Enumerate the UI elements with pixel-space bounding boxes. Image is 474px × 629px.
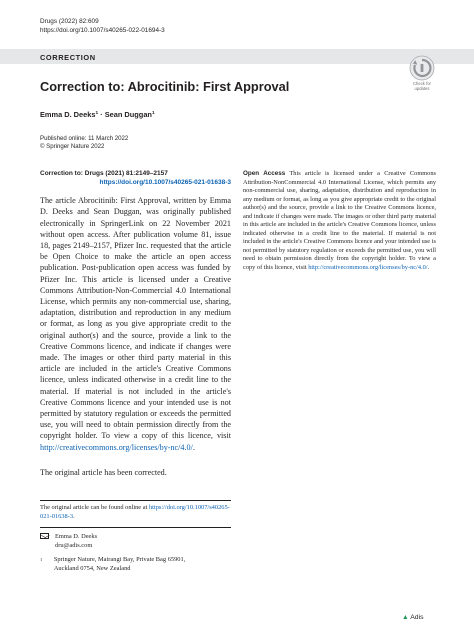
original-article-note	[40, 504, 235, 521]
affiliation-number: 1	[40, 557, 43, 562]
correction-column	[40, 170, 231, 478]
copyright: © Springer Nature 2022	[40, 143, 105, 151]
check-for-updates-icon[interactable]	[409, 55, 435, 81]
publisher-logo	[402, 614, 423, 621]
original-article-end: .	[73, 512, 75, 520]
author-2[interactable]: Sean Duggan	[104, 110, 152, 119]
correction-doi-link[interactable]: https://doi.org/10.1007/s40265-021-01638-3	[99, 178, 231, 186]
badge-line-1: Check for	[413, 81, 431, 86]
footnote-divider	[40, 500, 231, 501]
license-link[interactable]: http://creativecommons.org/licenses/by-nc/4.0/	[40, 442, 193, 452]
envelope-icon	[40, 533, 49, 539]
correction-body-end: .	[192, 442, 195, 452]
author-separator: ·	[98, 110, 105, 119]
correction-body-text: The article Abrocitinib: First Approval, written by Emma D. Deeks and Sean Duggan, was originally published electronically in SpringerLink on 22 November 2021 without open access. After publication volume 81, issue 18, pages 2149–2157, Pfizer Inc. requested that the article be Open Choice to make the article an open access publication. Post-publication open access was funded by Pfizer Inc. This article is licensed under a Creative Commons Attribution-Non-Commercial 4.0 International License, which permits any non-commercial use, sharing, adaptation, distribution and reproduction in any medium or format, as long as you give appropriate credit to the original author(s) and the source, provide a link to the Creative Commons licence, and indicate if changes were made. The images or other third party material in this article are included in the article's Creative Commons licence, unless indicated otherwise in a credit line to the material. If material is not included in the article's Creative Commons licence and your intended use is not permitted by statutory regulation or exceeds the permitted use, you will need to obtain permission directly from the copyright holder. To view a copy of this licence, visit	[40, 196, 231, 441]
footnote-divider-2	[40, 527, 231, 528]
open-access-text: This article is licensed under a Creative Commons Attribution-NonCommercial 4.0 International License, which permits any non-commercial use, sharing, adaptation, distribution and reproduction in any medium or format, as long as you give appropriate credit to the original author(s) and the source, provide a link to the Creative Commons licence, and indicate if changes were made. The images or other third party material in this article are included in the article's Creative Commons licence, unless indicated otherwise in a credit line to the material. If material is not included in the article's Creative Commons licence and your intended use is not permitted by statutory regulation or exceeds the permitted use, you will need to obtain permission directly from the copyright holder. To view a copy of this licence, visit	[243, 170, 436, 271]
author-2-affil: 1	[151, 111, 155, 116]
author-list	[40, 110, 155, 119]
correspondence-name: Emma D. Deeks	[55, 533, 98, 540]
affiliation-line-1: Springer Nature, Mairangi Bay, Private Bag 65901,	[53, 556, 186, 563]
affiliation-line-2: Auckland 0754, New Zealand	[53, 564, 131, 572]
original-article-text: The original article can be found online at	[40, 504, 149, 511]
badge-line-2: updates	[414, 86, 430, 91]
open-access-label: Open Access	[243, 170, 286, 177]
open-access-end: .	[427, 263, 430, 271]
adis-logo-icon: ▲	[402, 614, 409, 621]
published-date: Published online: 11 March 2022	[40, 135, 129, 142]
open-access-license-link[interactable]: http://creativecommons.org/licenses/by-nc/4.0/	[308, 263, 428, 271]
check-for-updates-label	[403, 81, 441, 91]
correspondence-details	[55, 533, 97, 550]
journal-reference: Drugs (2022) 82:609	[40, 18, 99, 25]
correction-body	[40, 195, 231, 453]
correspondence	[40, 533, 54, 543]
publication-info	[40, 135, 128, 152]
author-1-affil: 1	[95, 111, 99, 116]
article-title: Correction to: Abrocitinib: First Approval	[40, 79, 290, 94]
correction-closing: The original article has been corrected.	[40, 467, 167, 477]
affiliation	[40, 556, 185, 573]
publisher-name: Adis	[410, 614, 424, 621]
section-label: CORRECTION	[40, 52, 96, 62]
open-access-notice	[243, 170, 436, 272]
correspondence-email[interactable]: dru@adis.com	[55, 541, 93, 549]
article-doi[interactable]: https://doi.org/10.1007/s40265-022-01694-3	[40, 27, 165, 34]
author-1[interactable]: Emma D. Deeks	[40, 110, 96, 119]
original-article-link[interactable]: https://doi.org/10.1007/s40265-021-01638-3	[40, 504, 230, 520]
correction-heading: Correction to: Drugs (2021) 81:2149–2157	[40, 170, 168, 177]
